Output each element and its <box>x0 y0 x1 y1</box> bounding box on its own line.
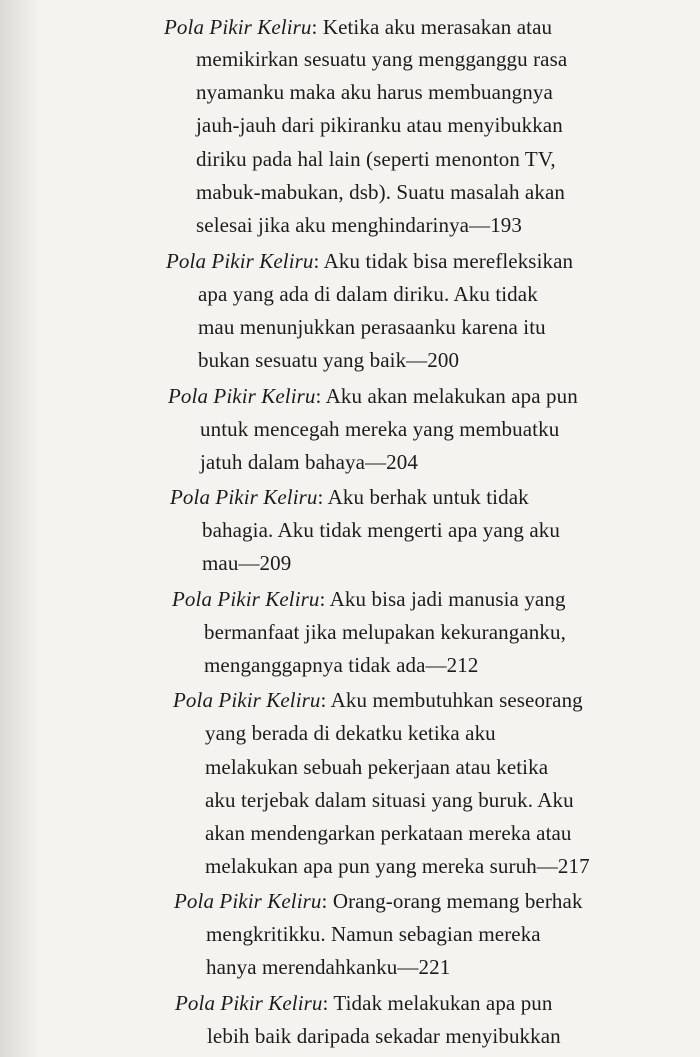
entry-text: : Aku tidak bisa merefleksikan <box>313 249 574 273</box>
entry-text: : Aku bisa jadi manusia yang <box>319 587 566 611</box>
entry-line: apa yang ada di dalam diriku. Aku tidak <box>198 282 538 306</box>
entry-line: melakukan sebuah pekerjaan atau ketika <box>205 755 549 779</box>
entry-line: lebih baik daripada sekadar menyibukkan <box>207 1024 561 1048</box>
entry-line: mabuk-mabukan, dsb). Suatu masalah akan <box>196 180 565 204</box>
entry-text: : Tidak melakukan apa pun <box>322 991 553 1015</box>
entry-label: Pola Pikir Keliru <box>170 485 318 509</box>
entry-text: : Aku akan melakukan apa pun <box>315 384 578 408</box>
entry-first-line <box>170 482 529 512</box>
entry-label: Pola Pikir Keliru <box>166 249 314 273</box>
entry-label: Pola Pikir Keliru <box>173 688 321 712</box>
entry-first-line <box>166 246 573 276</box>
entry-line: menganggapnya tidak ada—212 <box>204 653 479 677</box>
entry-text: : Aku berhak untuk tidak <box>317 485 529 509</box>
entry-text: : Ketika aku merasakan atau <box>311 15 553 39</box>
entry-label: Pola Pikir Keliru <box>168 384 316 408</box>
entry-line: selesai jika aku menghindarinya—193 <box>196 213 522 237</box>
entry-line: untuk mencegah mereka yang membuatku <box>200 417 560 441</box>
entry-first-line <box>173 685 583 715</box>
entry-line: bahagia. Aku tidak mengerti apa yang aku <box>202 518 560 542</box>
entry-line: diriku pada hal lain (seperti menonton TV, <box>196 147 556 171</box>
entry-line: nyamanku maka aku harus membuangnya <box>196 80 553 104</box>
entry-first-line <box>164 12 552 42</box>
entry-first-line <box>174 886 583 916</box>
entry-label: Pola Pikir Keliru <box>172 587 320 611</box>
entry-line: mengkritikku. Namun sebagian mereka <box>206 922 541 946</box>
entry-line: yang berada di dekatku ketika aku <box>205 721 496 745</box>
entry-first-line <box>168 381 578 411</box>
entry-text: : Orang-orang memang berhak <box>321 889 583 913</box>
entry-label: Pola Pikir Keliru <box>175 991 323 1015</box>
entry-line: jauh-jauh dari pikiranku atau menyibukkan <box>196 113 563 137</box>
entry-line: aku terjebak dalam situasi yang buruk. Aku <box>205 788 574 812</box>
entry-line: hanya merendahkanku—221 <box>206 955 451 979</box>
entry-label: Pola Pikir Keliru <box>164 15 312 39</box>
entry-line: mau—209 <box>202 551 292 575</box>
entry-line: melakukan apa pun yang mereka suruh—217 <box>205 854 590 878</box>
entry-label: Pola Pikir Keliru <box>174 889 322 913</box>
entry-line: bermanfaat jika melupakan kekuranganku, <box>204 620 566 644</box>
entry-text: : Aku membutuhkan seseorang <box>320 688 583 712</box>
entry-first-line <box>172 584 566 614</box>
entry-line: bukan sesuatu yang baik—200 <box>198 348 460 372</box>
entry-line: jatuh dalam bahaya—204 <box>200 450 418 474</box>
entry-line: mau menunjukkan perasaanku karena itu <box>198 315 546 339</box>
entry-first-line <box>175 988 553 1018</box>
entry-line: akan mendengarkan perkataan mereka atau <box>205 821 572 845</box>
entry-line: memikirkan sesuatu yang mengganggu rasa <box>196 47 568 71</box>
